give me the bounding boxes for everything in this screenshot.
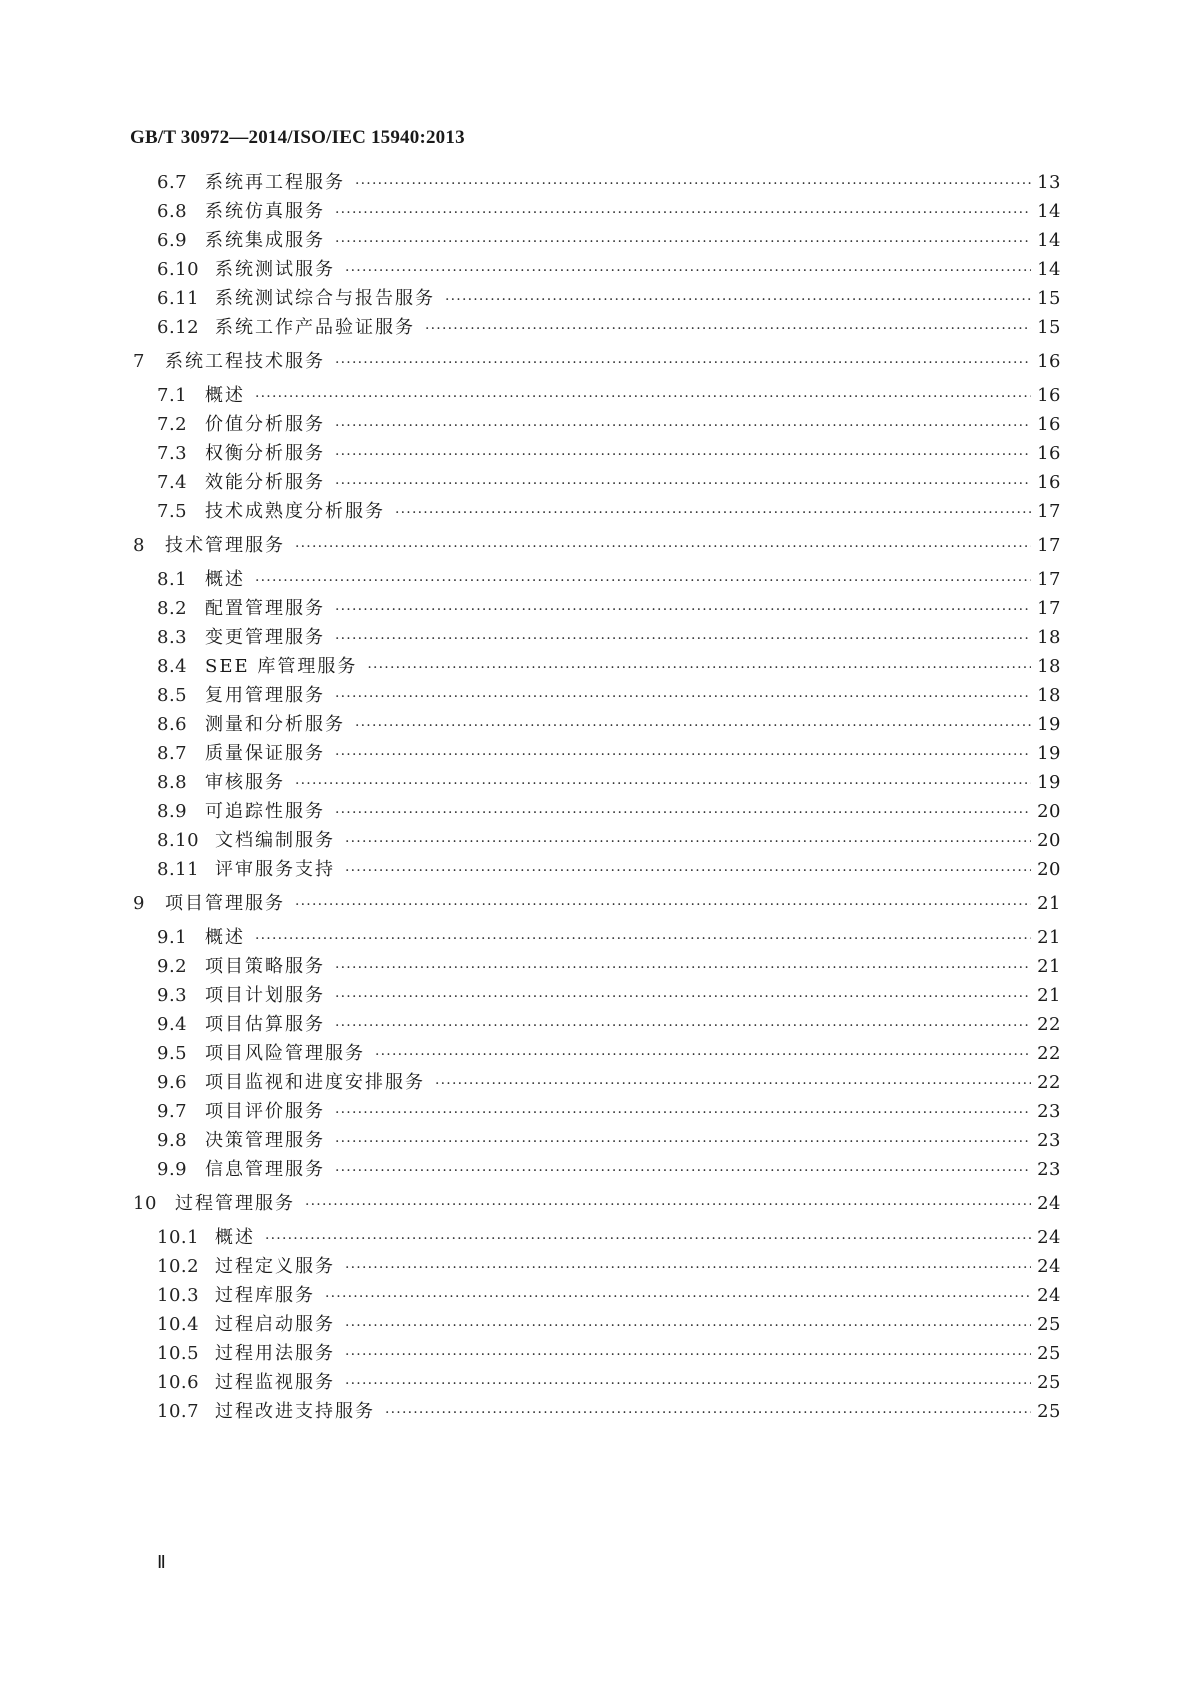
toc-leader-dots — [335, 1018, 1031, 1034]
toc-title: 项目计划服务 — [205, 985, 325, 1006]
toc-page-number: 24 — [1037, 1227, 1061, 1248]
toc-entry[interactable] — [157, 768, 1061, 794]
toc-title: 系统工作产品验证服务 — [215, 317, 415, 338]
toc-entry[interactable] — [157, 381, 1061, 407]
toc-entry[interactable] — [157, 1126, 1061, 1152]
toc-leader-dots — [345, 834, 1031, 850]
toc-leader-dots — [325, 1289, 1031, 1305]
toc-number: 8.1 — [157, 569, 188, 590]
toc-entry[interactable] — [157, 284, 1061, 310]
toc-number: 7.2 — [157, 414, 188, 435]
toc-entry[interactable] — [157, 468, 1061, 494]
toc-number: 10.5 — [157, 1343, 200, 1364]
toc-page-number: 25 — [1037, 1343, 1061, 1364]
toc-number: 7.5 — [157, 501, 188, 522]
toc-leader-dots — [255, 389, 1031, 405]
toc-page-number: 18 — [1037, 627, 1061, 648]
toc-entry[interactable] — [157, 855, 1061, 881]
toc-number: 10.7 — [157, 1401, 200, 1422]
toc-title: 技术成熟度分析服务 — [205, 501, 385, 522]
toc-leader-dots — [335, 1105, 1031, 1121]
toc-number: 9.4 — [157, 1014, 188, 1035]
toc-leader-dots — [305, 1197, 1031, 1213]
toc-number: 8.5 — [157, 685, 188, 706]
toc-page-number: 22 — [1037, 1014, 1061, 1035]
toc-title: 过程管理服务 — [175, 1193, 295, 1214]
toc-leader-dots — [425, 321, 1031, 337]
toc-title: 项目策略服务 — [205, 956, 325, 977]
toc-page-number: 14 — [1037, 230, 1061, 251]
toc-title: 可追踪性服务 — [205, 801, 325, 822]
toc-leader-dots — [355, 176, 1031, 192]
toc-page-number: 16 — [1037, 385, 1061, 406]
toc-leader-dots — [367, 660, 1031, 676]
toc-title: 概述 — [205, 927, 245, 948]
toc-title: 效能分析服务 — [205, 472, 325, 493]
toc-title: 项目风险管理服务 — [205, 1043, 365, 1064]
toc-page-number: 17 — [1037, 535, 1061, 556]
toc-page-number: 21 — [1037, 893, 1061, 914]
toc-page-number: 20 — [1037, 801, 1061, 822]
toc-number: 8.3 — [157, 627, 188, 648]
toc-page-number: 15 — [1037, 317, 1061, 338]
toc-number: 9.2 — [157, 956, 188, 977]
toc-entry[interactable] — [157, 410, 1061, 436]
toc-entry[interactable] — [157, 226, 1061, 252]
toc-page-number: 21 — [1037, 985, 1061, 1006]
toc-leader-dots — [335, 805, 1031, 821]
toc-title: 系统仿真服务 — [205, 201, 325, 222]
toc-title: 项目监视和进度安排服务 — [205, 1072, 425, 1093]
toc-leader-dots — [335, 447, 1031, 463]
toc-leader-dots — [375, 1047, 1031, 1063]
toc-leader-dots — [295, 539, 1031, 555]
toc-entry[interactable] — [157, 439, 1061, 465]
toc-number: 9 — [133, 893, 145, 914]
toc-title: 配置管理服务 — [205, 598, 325, 619]
toc-entry[interactable] — [157, 1010, 1061, 1036]
toc-page-number: 16 — [1037, 472, 1061, 493]
toc-title: 系统再工程服务 — [205, 172, 345, 193]
toc-leader-dots — [335, 602, 1031, 618]
toc-page-number: 23 — [1037, 1101, 1061, 1122]
toc-number: 8 — [133, 535, 145, 556]
toc-leader-dots — [335, 631, 1031, 647]
toc-chapter[interactable] — [133, 347, 1061, 373]
toc-number: 8.6 — [157, 714, 188, 735]
toc-page-number: 20 — [1037, 859, 1061, 880]
toc-entry[interactable] — [157, 826, 1061, 852]
toc-entry[interactable] — [157, 1281, 1061, 1307]
toc-title: 系统测试服务 — [215, 259, 335, 280]
toc-number: 6.9 — [157, 230, 188, 251]
toc-leader-dots — [335, 1134, 1031, 1150]
toc-title: 过程定义服务 — [215, 1256, 335, 1277]
toc-number: 6.11 — [157, 288, 200, 309]
toc-leader-dots — [345, 1347, 1031, 1363]
toc-chapter[interactable] — [133, 1189, 1061, 1215]
toc-page-number: 20 — [1037, 830, 1061, 851]
toc-title: 概述 — [215, 1227, 255, 1248]
toc-title: 变更管理服务 — [205, 627, 325, 648]
toc-title: 项目评价服务 — [205, 1101, 325, 1122]
toc-page-number: 17 — [1037, 569, 1061, 590]
toc-title: 权衡分析服务 — [205, 443, 325, 464]
toc-page-number: 21 — [1037, 927, 1061, 948]
toc-number: 6.12 — [157, 317, 200, 338]
toc-leader-dots — [265, 1231, 1031, 1247]
toc-entry[interactable] — [157, 1397, 1061, 1423]
toc-number: 8.8 — [157, 772, 188, 793]
toc-entry[interactable] — [157, 1223, 1061, 1249]
toc-entry[interactable] — [157, 652, 1061, 678]
toc-leader-dots — [445, 292, 1031, 308]
toc-entry[interactable] — [157, 739, 1061, 765]
toc-number: 8.2 — [157, 598, 188, 619]
toc-number: 9.1 — [157, 927, 188, 948]
toc-leader-dots — [335, 689, 1031, 705]
toc-leader-dots — [335, 234, 1031, 250]
toc-leader-dots — [345, 863, 1031, 879]
toc-chapter[interactable] — [133, 889, 1061, 915]
toc-entry[interactable] — [157, 1068, 1061, 1094]
toc-page-number: 24 — [1037, 1285, 1061, 1306]
toc-number: 6.8 — [157, 201, 188, 222]
toc-number: 6.10 — [157, 259, 200, 280]
toc-page-number: 19 — [1037, 714, 1061, 735]
toc-leader-dots — [255, 931, 1031, 947]
toc-entry[interactable] — [157, 981, 1061, 1007]
toc-number: 9.8 — [157, 1130, 188, 1151]
toc-number: 9.3 — [157, 985, 188, 1006]
toc-chapter[interactable] — [133, 531, 1061, 557]
toc-leader-dots — [335, 1163, 1031, 1179]
toc-entry[interactable] — [157, 623, 1061, 649]
toc-page-number: 14 — [1037, 201, 1061, 222]
toc-page-number: 24 — [1037, 1193, 1061, 1214]
toc-entry[interactable] — [157, 710, 1061, 736]
toc-page-number: 18 — [1037, 656, 1061, 677]
toc-leader-dots — [335, 355, 1031, 371]
toc-entry[interactable] — [157, 1368, 1061, 1394]
toc-page-number: 16 — [1037, 351, 1061, 372]
toc-page-number: 25 — [1037, 1401, 1061, 1422]
toc-title: 概述 — [205, 385, 245, 406]
toc-number: 8.10 — [157, 830, 200, 851]
toc-number: 6.7 — [157, 172, 188, 193]
toc-number: 8.11 — [157, 859, 200, 880]
toc-title: 决策管理服务 — [205, 1130, 325, 1151]
toc-number: 7 — [133, 351, 145, 372]
toc-entry[interactable] — [157, 1039, 1061, 1065]
toc-number: 10.3 — [157, 1285, 200, 1306]
toc-title: 过程监视服务 — [215, 1372, 335, 1393]
toc-page-number: 16 — [1037, 443, 1061, 464]
toc-leader-dots — [385, 1405, 1031, 1421]
toc-title: 评审服务支持 — [215, 859, 335, 880]
toc-number: 10.6 — [157, 1372, 200, 1393]
toc-page-number: 22 — [1037, 1072, 1061, 1093]
toc-leader-dots — [345, 1376, 1031, 1392]
toc-number: 8.7 — [157, 743, 188, 764]
toc-title: 概述 — [205, 569, 245, 590]
toc-leader-dots — [335, 989, 1031, 1005]
toc-leader-dots — [295, 897, 1031, 913]
toc-page-number: 23 — [1037, 1130, 1061, 1151]
toc-page-number: 19 — [1037, 772, 1061, 793]
toc-title: 技术管理服务 — [165, 535, 285, 556]
toc-entry[interactable] — [157, 168, 1061, 194]
toc-page-number: 22 — [1037, 1043, 1061, 1064]
page-folio: Ⅱ — [157, 1552, 166, 1572]
toc-title: 过程库服务 — [215, 1285, 315, 1306]
toc-number: 7.1 — [157, 385, 188, 406]
toc-entry[interactable] — [157, 797, 1061, 823]
toc-number: 7.4 — [157, 472, 188, 493]
toc-number: 10.2 — [157, 1256, 200, 1277]
toc-page-number: 17 — [1037, 501, 1061, 522]
toc-leader-dots — [355, 718, 1031, 734]
toc-entry[interactable] — [157, 313, 1061, 339]
toc-number: 10 — [133, 1193, 157, 1214]
toc-title: 项目估算服务 — [205, 1014, 325, 1035]
toc-leader-dots — [435, 1076, 1031, 1092]
toc-leader-dots — [295, 776, 1031, 792]
toc-page-number: 21 — [1037, 956, 1061, 977]
toc-page-number: 14 — [1037, 259, 1061, 280]
toc-leader-dots — [335, 747, 1031, 763]
toc-title: 过程用法服务 — [215, 1343, 335, 1364]
toc-leader-dots — [335, 205, 1031, 221]
toc-entry[interactable] — [157, 1097, 1061, 1123]
toc-entry[interactable] — [157, 1252, 1061, 1278]
toc-title: 信息管理服务 — [205, 1159, 325, 1180]
toc-leader-dots — [395, 505, 1031, 521]
toc-leader-dots — [255, 573, 1031, 589]
toc-page-number: 15 — [1037, 288, 1061, 309]
toc-number: 9.9 — [157, 1159, 188, 1180]
toc-entry[interactable] — [157, 565, 1061, 591]
toc-number: 8.4 — [157, 656, 188, 677]
toc-title: SEE 库管理服务 — [205, 656, 358, 677]
toc-title: 系统集成服务 — [205, 230, 325, 251]
toc-entry[interactable] — [157, 197, 1061, 223]
toc-page-number: 23 — [1037, 1159, 1061, 1180]
toc-leader-dots — [335, 960, 1031, 976]
toc-title: 系统工程技术服务 — [165, 351, 325, 372]
toc-number: 9.6 — [157, 1072, 188, 1093]
toc-page-number: 19 — [1037, 743, 1061, 764]
toc-leader-dots — [345, 263, 1031, 279]
toc-title: 价值分析服务 — [205, 414, 325, 435]
standard-number: GB/T 30972—2014/ISO/IEC 15940:2013 — [130, 127, 465, 148]
toc-entry[interactable] — [157, 497, 1061, 523]
toc-entry[interactable] — [157, 255, 1061, 281]
toc-number: 9.5 — [157, 1043, 188, 1064]
toc-number: 7.3 — [157, 443, 188, 464]
toc-entry[interactable] — [157, 1155, 1061, 1181]
toc-page-number: 13 — [1037, 172, 1061, 193]
toc-number: 10.4 — [157, 1314, 200, 1335]
toc-title: 质量保证服务 — [205, 743, 325, 764]
toc-leader-dots — [335, 476, 1031, 492]
toc-entry[interactable] — [157, 952, 1061, 978]
toc-entry[interactable] — [157, 681, 1061, 707]
toc-leader-dots — [345, 1318, 1031, 1334]
toc-page-number: 18 — [1037, 685, 1061, 706]
toc-entry[interactable] — [157, 1339, 1061, 1365]
toc-page-number: 17 — [1037, 598, 1061, 619]
toc-number: 8.9 — [157, 801, 188, 822]
toc-title: 测量和分析服务 — [205, 714, 345, 735]
toc-leader-dots — [335, 418, 1031, 434]
toc-title: 文档编制服务 — [215, 830, 335, 851]
toc-entry[interactable] — [157, 1310, 1061, 1336]
toc-page-number: 16 — [1037, 414, 1061, 435]
toc-title: 过程改进支持服务 — [215, 1401, 375, 1422]
toc-title: 复用管理服务 — [205, 685, 325, 706]
toc-title: 过程启动服务 — [215, 1314, 335, 1335]
toc-leader-dots — [345, 1260, 1031, 1276]
toc-page-number: 25 — [1037, 1314, 1061, 1335]
toc-title: 项目管理服务 — [165, 893, 285, 914]
toc-title: 审核服务 — [205, 772, 285, 793]
toc-title: 系统测试综合与报告服务 — [215, 288, 435, 309]
toc-page-number: 25 — [1037, 1372, 1061, 1393]
toc-number: 10.1 — [157, 1227, 200, 1248]
toc-number: 9.7 — [157, 1101, 188, 1122]
toc-entry[interactable] — [157, 594, 1061, 620]
toc-entry[interactable] — [157, 923, 1061, 949]
toc-page-number: 24 — [1037, 1256, 1061, 1277]
